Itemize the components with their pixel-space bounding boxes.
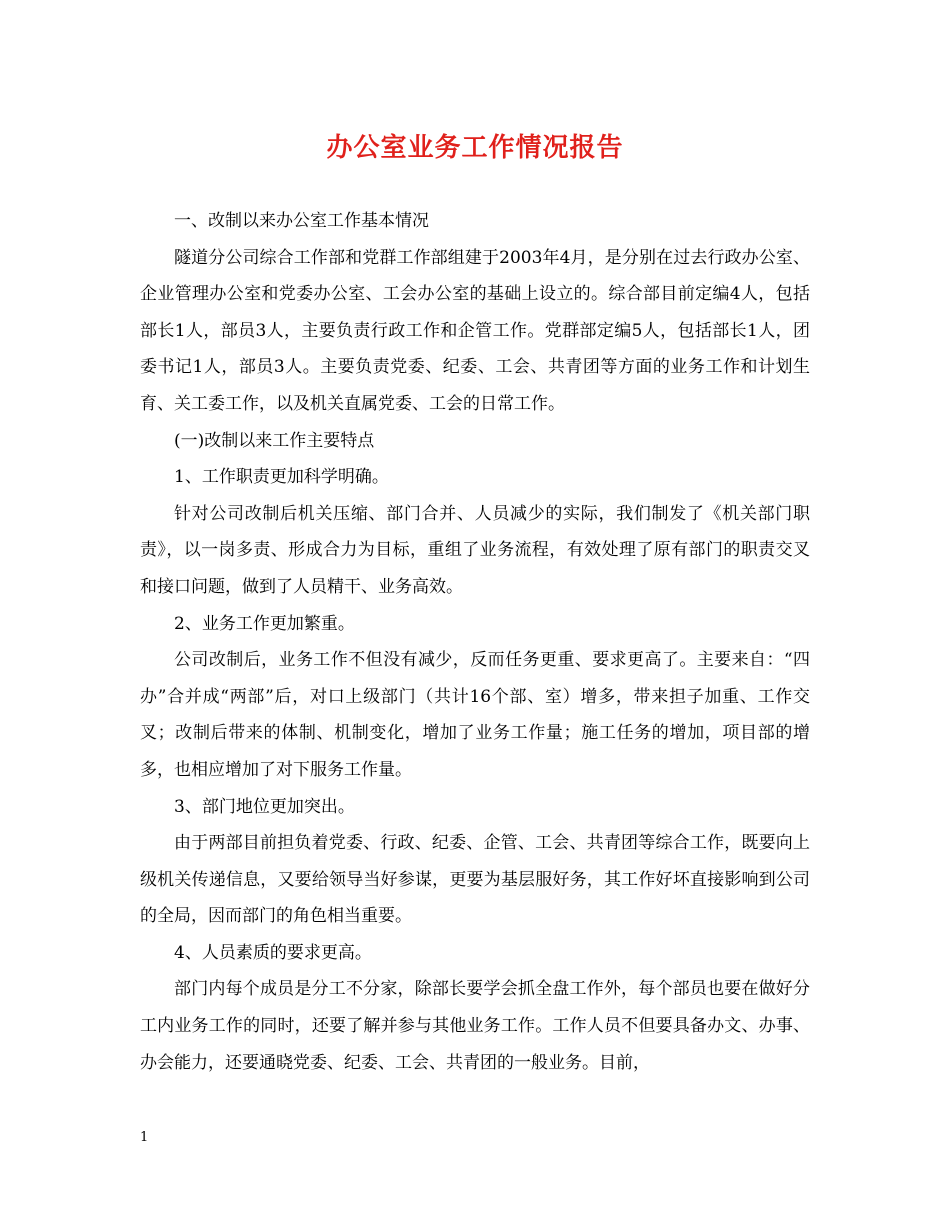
section-heading: 一、改制以来办公室工作基本情况 xyxy=(174,211,429,231)
page-number: 1 xyxy=(140,1130,149,1145)
paragraph: 隧道分公司综合工作部和党群工作部组建于2003年4月，是分别在过去行政办公室、企业管理办公室和党委办公室、工会办公室的基础上设立的。综合部目前定编4人，包括部长1人，部员3人，主要负责行政工作和企管工作。党群部定编5人，包括部长1人，团委书记1人，部员3人。主要负责党委、纪委、工会、共青团等方面的业务工作和计划生育、关工委工作，以及机关直属党委、工会的日常工作。 xyxy=(140,247,810,414)
paragraph: 由于两部目前担负着党委、行政、纪委、企管、工会、共青团等综合工作，既要向上级机关传递信息，又要给领导当好参谋，更要为基层服好务，其工作好坏直接影响到公司的全局，因而部门的角色相当重要。 xyxy=(140,833,810,927)
point-heading: 3、部门地位更加突出。 xyxy=(174,796,355,817)
subsection-heading: (一)改制以来工作主要特点 xyxy=(174,430,375,451)
document-body xyxy=(140,203,810,1081)
point-heading: 4、人员素质的要求更高。 xyxy=(174,942,372,963)
point-heading: 1、工作职责更加科学明确。 xyxy=(174,467,389,488)
document-title: 办公室业务工作情况报告 xyxy=(326,133,624,163)
point-heading: 2、业务工作更加繁重。 xyxy=(174,613,355,634)
paragraph: 针对公司改制后机关压缩、部门合并、人员减少的实际，我们制发了《机关部门职责》，以一岗多责、形成合力为目标，重组了业务流程，有效处理了原有部门的职责交叉和接口问题，做到了人员精干、业务高效。 xyxy=(140,503,810,597)
paragraph: 部门内每个成员是分工不分家，除部长要学会抓全盘工作外，每个部员也要在做好分工内业务工作的同时，还要了解并参与其他业务工作。工作人员不但要具备办文、办事、办会能力，还要通晓党委、纪委、工会、共青团的一般业务。目前， xyxy=(140,979,810,1073)
paragraph: 公司改制后，业务工作不但没有减少，反而任务更重、要求更高了。主要来自：“四办”合并成“两部”后，对口上级部门（共计16个部、室）增多，带来担子加重、工作交叉；改制后带来的体制、机制变化，增加了业务工作量；施工任务的增加，项目部的增多，也相应增加了对下服务工作量。 xyxy=(140,650,810,780)
